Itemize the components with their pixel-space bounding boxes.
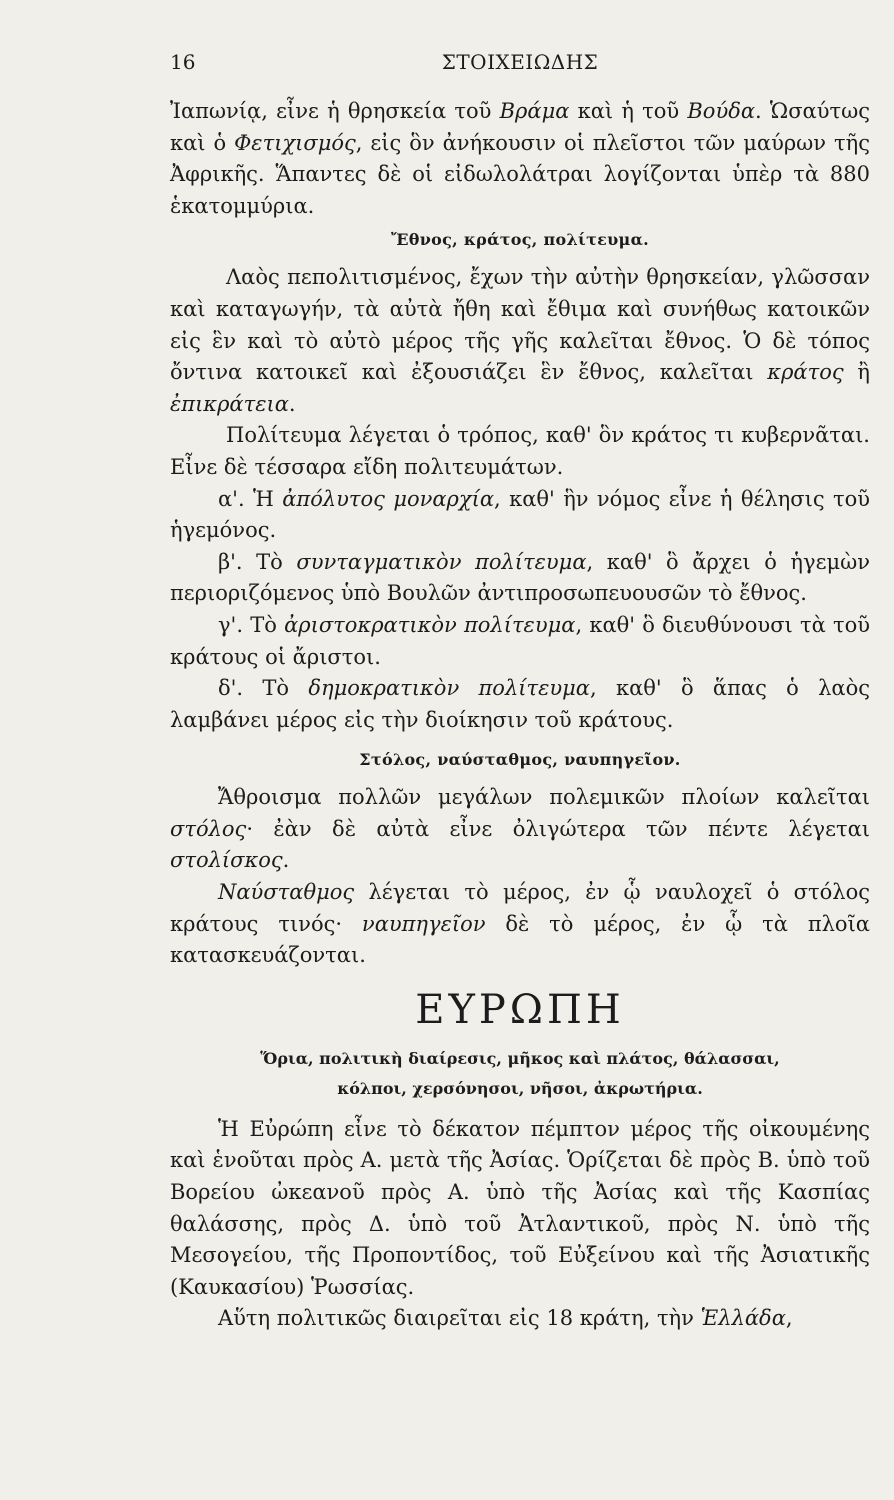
emphasis: ἐπικράτεια	[170, 391, 289, 416]
emphasis: ἀριστοκρατικὸν πολίτευμα	[284, 612, 576, 637]
text-run: · ἐὰν δὲ αὐτὰ εἶνε ὀλιγώτερα τῶν πέντε λέγεται	[246, 816, 870, 841]
paragraph-nation	[170, 262, 870, 420]
text-run: , εἰς ὃν ἀνήκουσιν οἱ πλεῖστοι τῶν μαύρων τῆς Ἀφρικῆς. Ἅπαντες δὲ οἱ εἰδωλολάτραι λογίζονται ὑπὲρ τὰ 880 ἑκατομμύρια.	[170, 130, 870, 218]
text-run: . Ὡσαύτως καὶ ὁ	[170, 99, 870, 155]
section-heading-fleet: Στόλος, ναύσταθμος, ναυπηγεῖον.	[359, 750, 681, 770]
paragraph-europe-borders: Ἡ Εὐρώπη εἶνε τὸ δέκατον πέμπτον μέρος τῆς οἰκουμένης καὶ ἑνοῦται πρὸς Α. μετὰ τῆς Ἀσίας. Ὁρίζεται δὲ πρὸς Β. ὑπὸ τοῦ Βορείου ὠκεανοῦ πρὸς Α. ὑπὸ τῆς Ἀσίας καὶ τῆς Κασπίας θαλάσσης, πρὸς Δ. ὑπὸ τοῦ Ἀτλαντικοῦ, πρὸς Ν. ὑπὸ τῆς Μεσογείου, τῆς Προποντίδος, τοῦ Εὐξείνου καὶ τῆς Ἀσιατικῆς (Καυκασίου) Ῥωσσίας.	[170, 1116, 870, 1299]
running-title: ΣΤΟΙΧΕΙΩΔΗΣ	[441, 50, 599, 74]
text-run: , καθ' ὃ ἄρχει ὁ ἡγεμὼν περιοριζόμενος ὑπὸ Βουλῶν ἀντιπροσωπευουσῶν τὸ ἔθνος.	[170, 549, 870, 606]
item-number: α'. Ἡ	[218, 486, 283, 511]
list-item	[170, 547, 870, 610]
emphasis: δημοκρατικὸν πολίτευμα	[308, 676, 590, 701]
text-run: λέγεται τὸ μέρος, ἐν ᾧ ναυλοχεῖ ὁ στόλος κράτους τινός·	[170, 880, 870, 936]
text-run: Ἰαπωνίᾳ, εἶνε ἡ θρησκεία τοῦ	[170, 99, 500, 123]
subheading-line: Ὅρια, πολιτικὴ διαίρεσις, μῆκος καὶ πλάτος, θάλασσαι,	[260, 1048, 780, 1068]
emphasis: Ἑλλάδα	[700, 1306, 786, 1331]
emphasis: ναυπηγεῖον	[361, 911, 486, 936]
text-run: ,	[785, 1306, 793, 1331]
emphasis: συνταγματικὸν πολίτευμα	[296, 549, 587, 574]
text-run: , καθ' ὃ διευθύνουσι τὰ τοῦ κράτους οἱ ἄριστοι.	[170, 612, 871, 669]
chapter-title: ΕΥΡΩΠΗ	[415, 986, 625, 1033]
list-item	[170, 610, 870, 673]
paragraph-naval-station	[170, 877, 870, 972]
item-number: δ'. Τὸ	[218, 676, 309, 701]
text-run: , καθ' ἣν νόμος εἶνε ἡ θέλησις τοῦ ἡγεμόνος.	[170, 486, 870, 543]
text-run: , καθ' ὃ ἅπας ὁ λαὸς λαμβάνει μέρος εἰς τὴν διοίκησιν τοῦ κράτους.	[170, 676, 870, 732]
emphasis: Ναύσταθμος	[218, 880, 355, 905]
text-run: ἢ	[843, 360, 870, 385]
emphasis: Βούδα	[687, 99, 756, 123]
item-number: γ'. Τὸ	[218, 612, 285, 637]
subheading-line: κόλποι, χερσόνησοι, νῆσοι, ἀκρωτήρια.	[337, 1078, 703, 1098]
section-heading-nation: Ἔθνος, κράτος, πολίτευμα.	[390, 230, 650, 250]
paragraph-polity: Πολίτευμα λέγεται ὁ τρόπος, καθ' ὃν κράτος τι κυβερνᾶται. Εἶνε δὲ τέσσαρα εἴδη πολιτευμάτων.	[170, 423, 870, 479]
chapter-subheading	[170, 1044, 870, 1104]
page-header	[170, 50, 870, 80]
emphasis: στολίσκος	[170, 848, 283, 873]
emphasis: κράτος	[767, 360, 844, 385]
text-run: Αὕτη πολιτικῶς διαιρεῖται εἰς 18 κράτη, τὴν	[218, 1306, 701, 1331]
emphasis: Βράμα	[499, 99, 570, 123]
text-run: Ἄθροισμα πολλῶν μεγάλων πολεμικῶν πλοίων καλεῖται	[218, 785, 870, 810]
text-run: δὲ τὸ μέρος, ἐν ᾧ τὰ πλοῖα κατασκευάζονται.	[170, 911, 870, 968]
paragraph-religions	[170, 96, 870, 222]
list-item	[170, 673, 870, 736]
paragraph-fleet	[170, 782, 870, 877]
page-number: 16	[170, 50, 196, 74]
list-item	[170, 484, 870, 547]
page-body	[170, 96, 870, 1335]
text-run: Λαὸς πεπολιτισμένος, ἔχων τὴν αὐτὴν θρησκείαν, γλῶσσαν καὶ καταγωγήν, τὰ αὐτὰ ἤθη καὶ ἔθιμα καὶ συνήθως κατοικῶν εἰς ἓν καὶ τὸ αὐτὸ μέρος τῆς γῆς καλεῖται ἔθνος. Ὁ δὲ τόπος ὄντινα κατοικεῖ καὶ ἐξουσιάζει ἓν ἔθνος, καλεῖται	[170, 265, 870, 385]
emphasis: στόλος	[170, 816, 247, 841]
text-run: .	[282, 848, 290, 873]
paragraph-europe-division	[170, 1303, 870, 1335]
item-number: β'. Τὸ	[218, 549, 297, 574]
text-run: .	[288, 391, 296, 416]
text-run: καὶ ἡ τοῦ	[569, 99, 688, 123]
emphasis: ἀπόλυτος μοναρχία	[282, 486, 495, 511]
emphasis: Φετιχισμός	[234, 130, 356, 155]
